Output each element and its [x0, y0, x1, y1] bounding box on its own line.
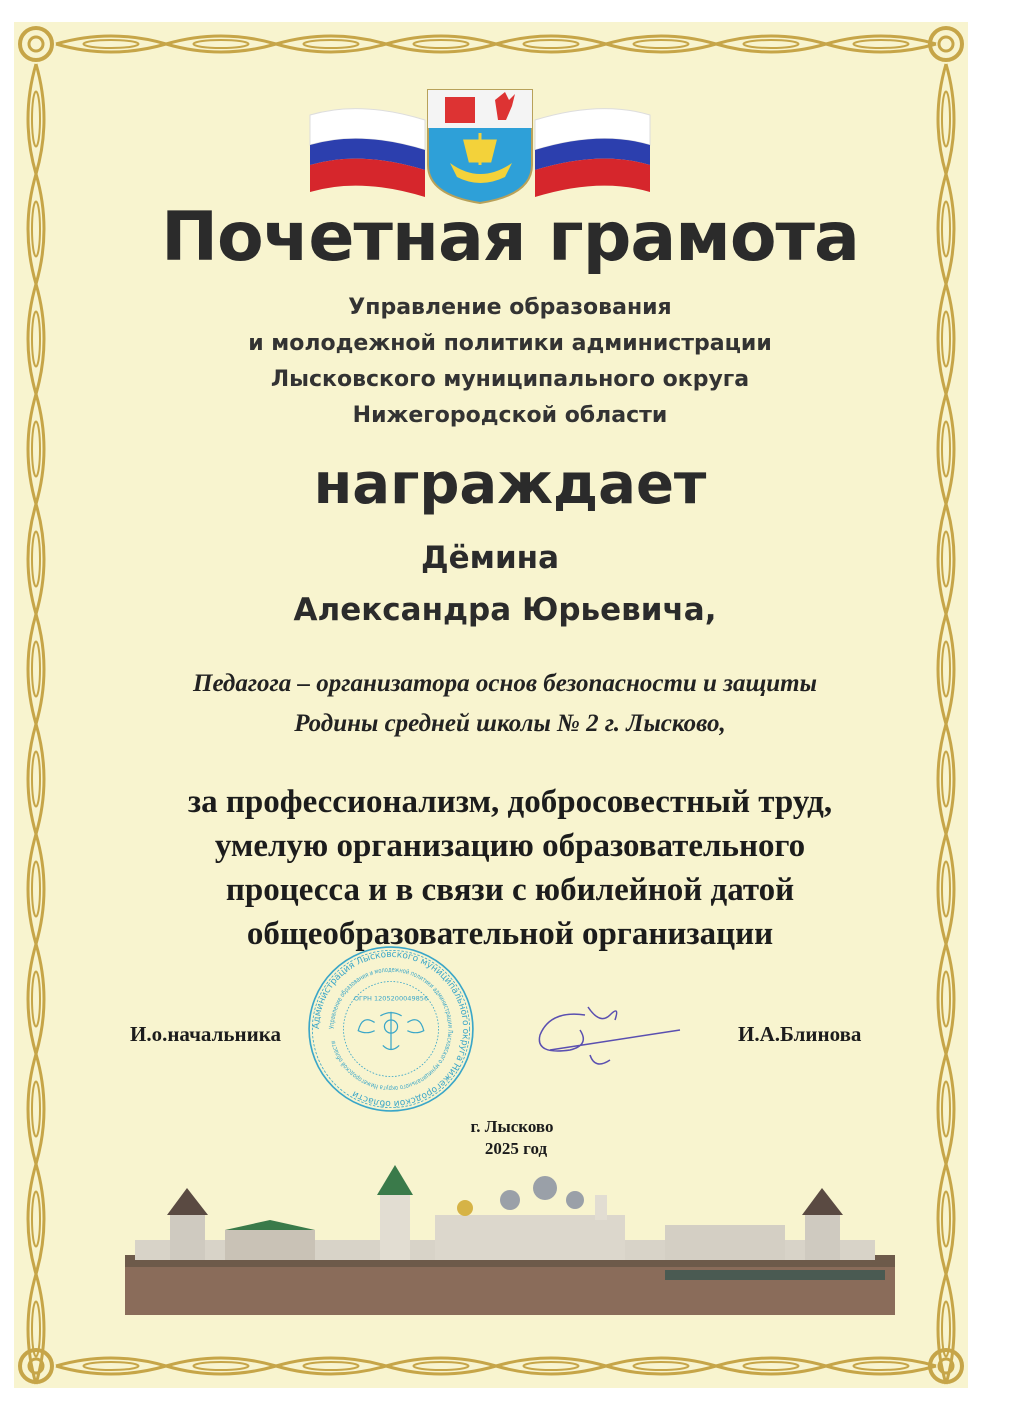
border-ornament	[942, 92, 950, 147]
organization-line: и молодежной политики администрации	[248, 331, 772, 356]
border-ornament	[942, 972, 950, 1027]
seal-outer-text: Администрация Лысковского муниципального округа Нижегородской области	[311, 949, 471, 1109]
border-ornament	[56, 1358, 936, 1366]
handwritten-signature	[490, 995, 690, 1085]
russian-flag-left-icon	[310, 109, 425, 197]
year: 2025 год	[484, 1139, 548, 1158]
lyskovo-coat-of-arms-icon	[428, 90, 532, 203]
border-ornament	[854, 1362, 909, 1370]
border-ornament	[194, 1362, 249, 1370]
signatory-title: И.о.начальника	[130, 1022, 281, 1046]
border-ornament	[56, 36, 936, 44]
double-headed-eagle-icon	[358, 1012, 424, 1050]
recipient-position-line: Родины средней школы № 2 г. Лысково,	[294, 710, 726, 737]
border-ornament	[20, 1350, 52, 1382]
recipient-surname: Дёмина	[420, 540, 560, 576]
organization-line: Управление образования	[348, 295, 672, 320]
awards-heading: награждает	[313, 452, 707, 517]
organization-line: Лысковского муниципального округа	[270, 367, 750, 392]
monastery-panorama-image	[125, 1160, 895, 1315]
organization-line: Нижегородской области	[352, 403, 668, 428]
border-ornament	[20, 28, 52, 60]
border-ornament	[32, 972, 40, 1027]
border-ornament	[524, 1362, 579, 1370]
border-ornament	[942, 1082, 950, 1137]
reason-line: умелую организацию образовательного	[214, 828, 806, 864]
recipient-given-names: Александра Юрьевича,	[293, 592, 717, 628]
reason-line: общеобразовательной организации	[246, 916, 774, 952]
border-ornament	[194, 40, 249, 48]
border-ornament	[634, 1362, 689, 1370]
russian-flag-right-icon	[535, 109, 650, 197]
border-ornament	[854, 40, 909, 48]
signatory-name: И.А.Блинова	[738, 1022, 862, 1046]
emblem	[300, 85, 660, 205]
border-ornament	[56, 1366, 936, 1374]
border-ornament	[32, 92, 40, 147]
issuing-organization	[0, 290, 1020, 434]
seal-inner-text: Управление образования и молодежной политики администрации Лысковского муниципального округа Нижегородской области	[327, 965, 455, 1093]
city: г. Лысково	[470, 1117, 554, 1136]
reason-line: процесса и в связи с юбилейной датой	[225, 872, 795, 908]
border-ornament	[32, 1082, 40, 1137]
border-ornament	[744, 40, 799, 48]
border-ornament	[304, 1362, 359, 1370]
seal-ogrn: ОГРН 1205200049856	[353, 994, 429, 1003]
border-ornament	[29, 37, 43, 51]
border-ornament	[942, 1192, 950, 1247]
border-ornament	[32, 1192, 40, 1247]
border-ornament	[939, 37, 953, 51]
recipient-position-line: Педагога – организатора основ безопасности и защиты	[193, 670, 817, 697]
award-reason	[0, 780, 1020, 956]
border-ornament	[84, 1362, 139, 1370]
border-ornament	[414, 40, 469, 48]
border-ornament	[56, 44, 936, 52]
official-seal	[305, 943, 477, 1115]
border-ornament	[744, 1362, 799, 1370]
certificate-title: Почетная грамота	[161, 198, 859, 277]
border-ornament	[84, 40, 139, 48]
border-ornament	[304, 40, 359, 48]
border-ornament	[524, 40, 579, 48]
border-ornament	[634, 40, 689, 48]
reason-line: за профессионализм, добросовестный труд,	[187, 784, 833, 820]
border-ornament	[414, 1362, 469, 1370]
